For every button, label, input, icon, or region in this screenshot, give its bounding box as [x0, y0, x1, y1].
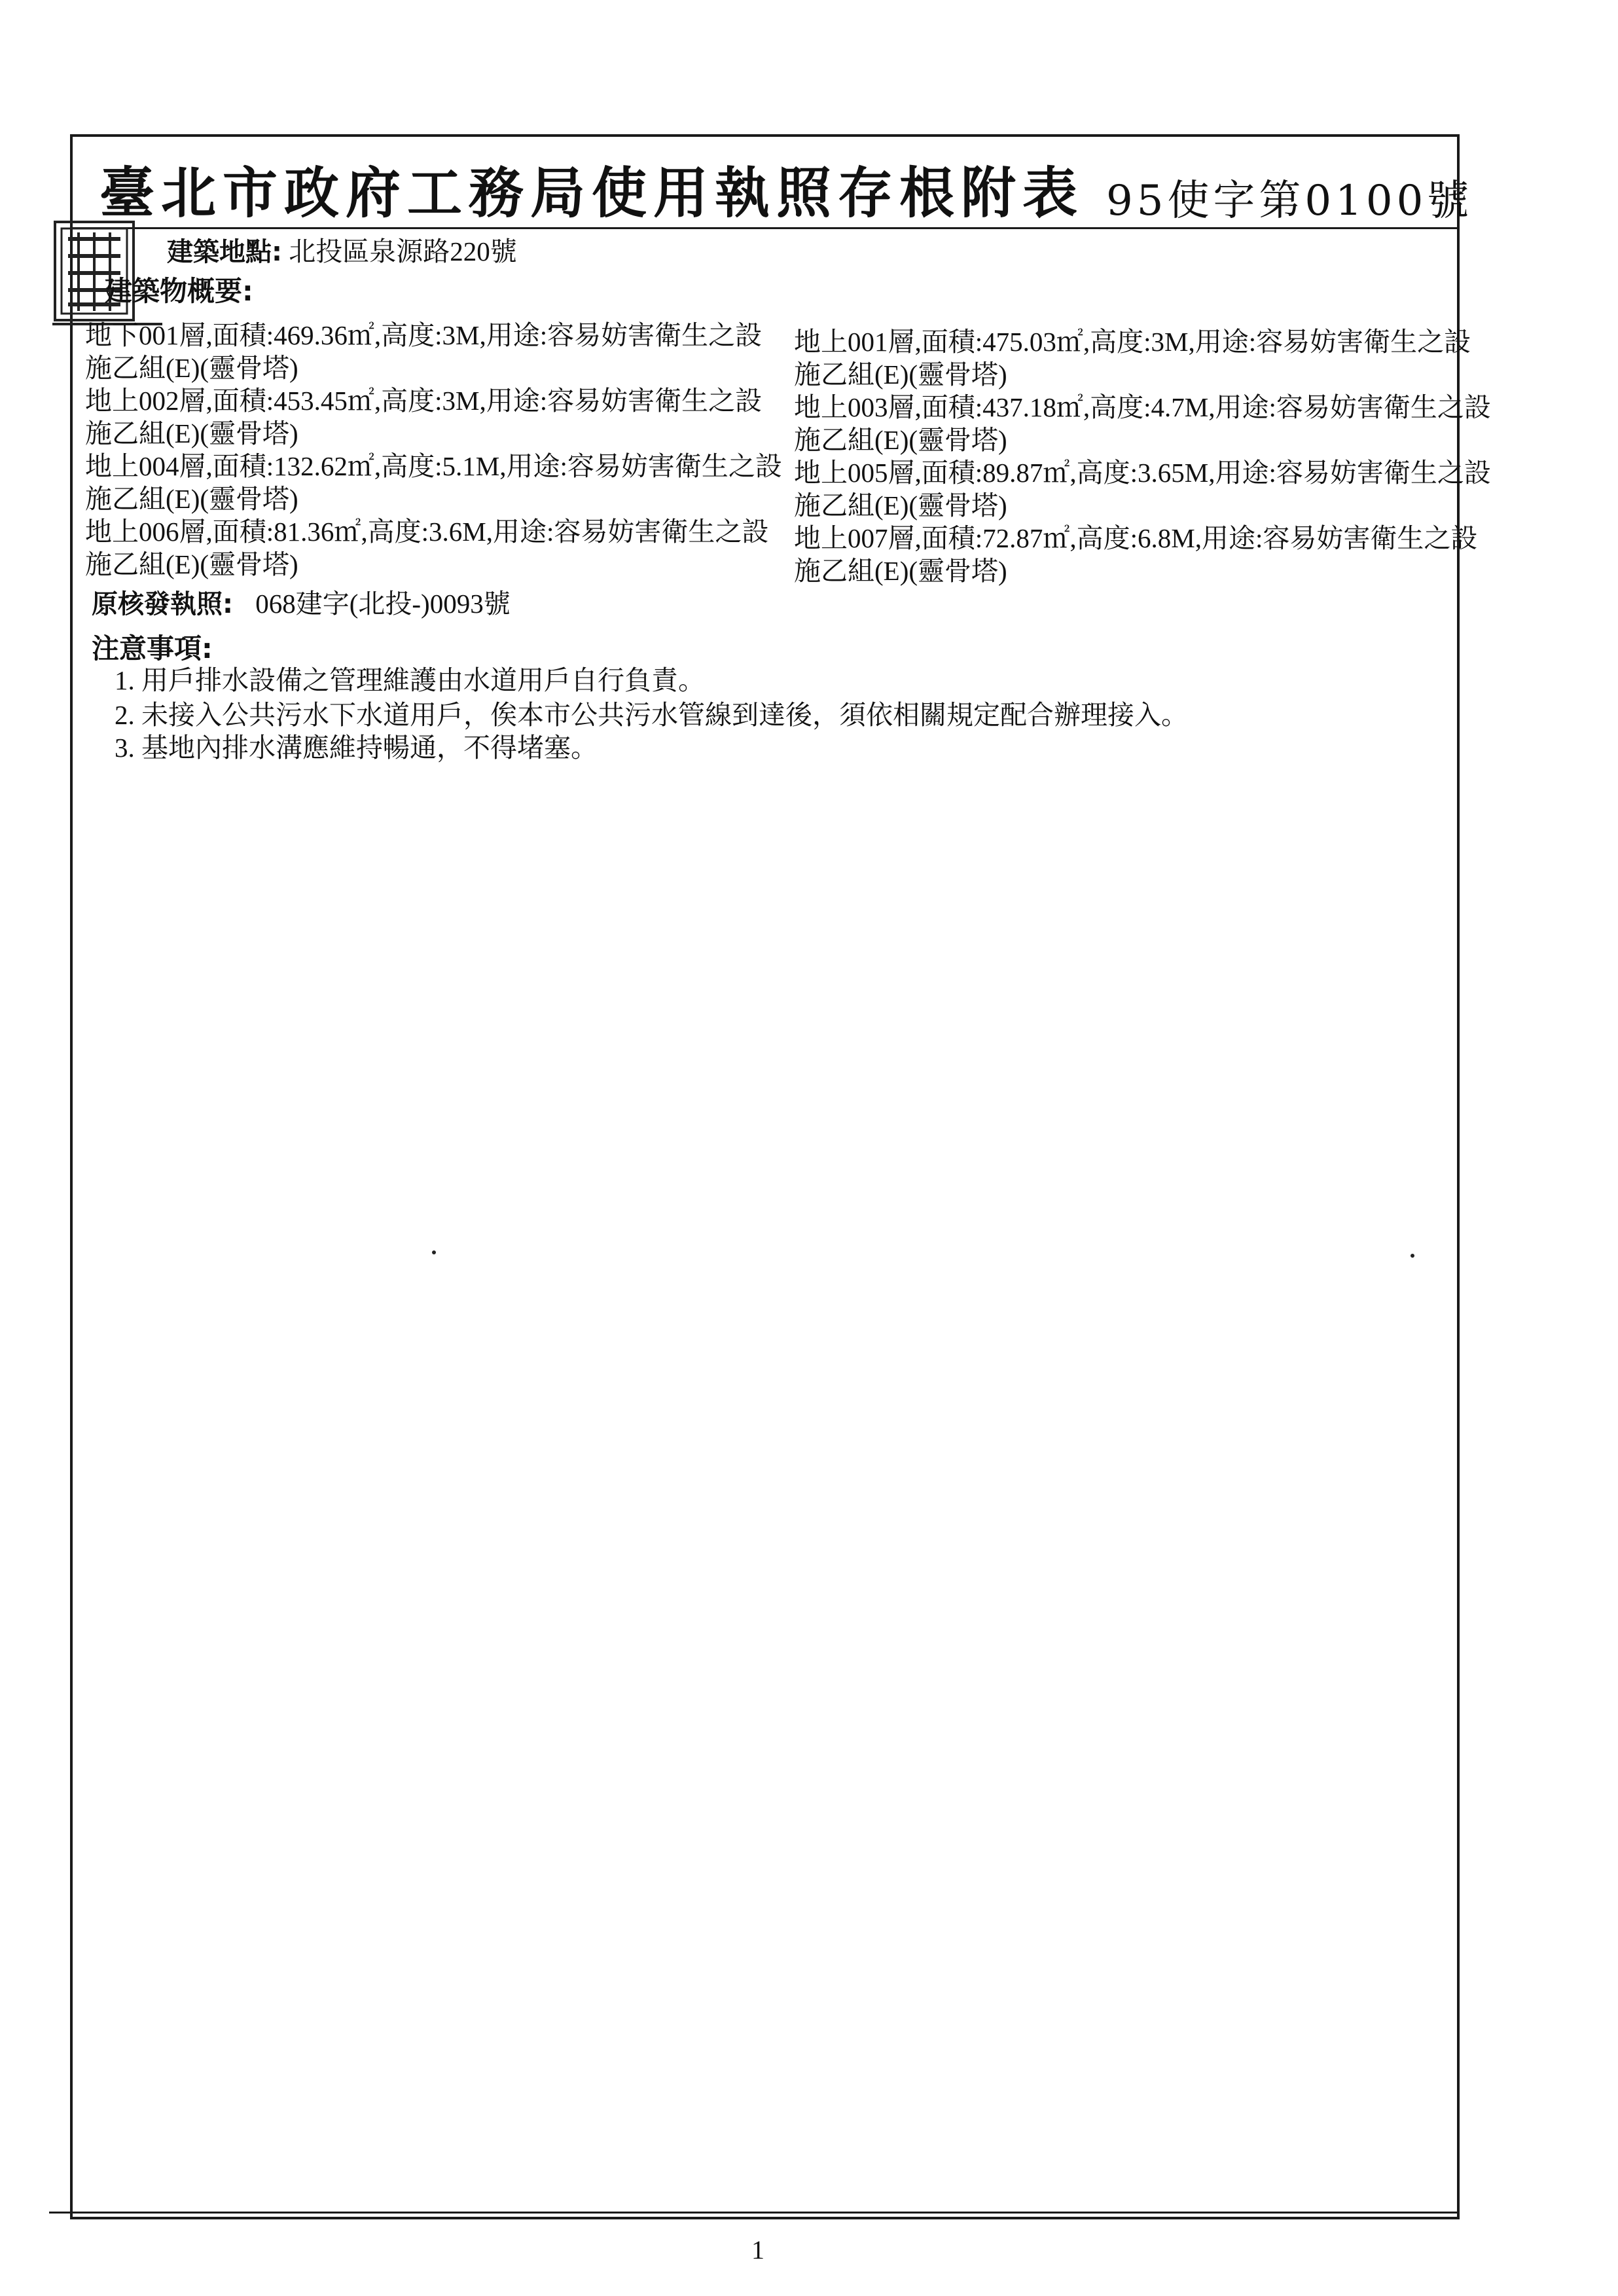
- floor-001-line1: 地上001層,面積:475.03㎡,高度:3M,用途:容易妨害衛生之設: [794, 327, 1471, 357]
- floor-003-line2: 施乙組(E)(靈骨塔): [794, 425, 1007, 455]
- floor-003-line1: 地上003層,面積:437.18㎡,高度:4.7M,用途:容易妨害衛生之設: [794, 392, 1491, 422]
- scan-speck: [1411, 1254, 1414, 1258]
- location-row: [167, 236, 517, 268]
- footer-divider: [49, 2212, 1460, 2214]
- floor-b001-line1: 地下001層,面積:469.36㎡,高度:3M,用途:容易妨害衛生之設: [85, 320, 763, 350]
- note-item-1: 1. 用戶排水設備之管理維護由水道用戶自行負責。: [115, 665, 705, 695]
- scan-speck: [432, 1250, 436, 1254]
- original-permit-label: 原核發執照:: [92, 589, 233, 619]
- original-permit-row: [92, 588, 511, 620]
- original-permit-value: 068建字(北投-)0093號: [255, 589, 511, 619]
- license-number: 95使字第0100號: [1106, 177, 1473, 225]
- floor-005-line2: 施乙組(E)(靈骨塔): [794, 490, 1007, 520]
- floor-004-line1: 地上004層,面積:132.62㎡,高度:5.1M,用途:容易妨害衛生之設: [85, 451, 782, 481]
- floor-006-line2: 施乙組(E)(靈骨塔): [85, 549, 298, 579]
- document-title: 臺北市政府工務局使用執照存根附表: [99, 160, 1085, 225]
- floor-007-line2: 施乙組(E)(靈骨塔): [794, 556, 1007, 586]
- location-value: 北投區泉源路220號: [289, 236, 517, 266]
- floor-005-line1: 地上005層,面積:89.87㎡,高度:3.65M,用途:容易妨害衛生之設: [794, 458, 1491, 488]
- note-item-2: 2. 未接入公共污水下水道用戶，俟本市公共污水管線到達後，須依相關規定配合辦理接入。: [115, 700, 1188, 730]
- floor-b001-line2: 施乙組(E)(靈骨塔): [85, 353, 298, 383]
- floor-001-line2: 施乙組(E)(靈骨塔): [794, 359, 1007, 390]
- notes-label: 注意事項:: [92, 632, 213, 665]
- note-item-3: 3. 基地內排水溝應維持暢通，不得堵塞。: [115, 733, 598, 763]
- floor-007-line1: 地上007層,面積:72.87㎡,高度:6.8M,用途:容易妨害衛生之設: [794, 523, 1478, 553]
- page-number: 1: [751, 2235, 764, 2265]
- overview-label: 建築物概要:: [105, 275, 253, 307]
- floor-002-line2: 施乙組(E)(靈骨塔): [85, 418, 298, 448]
- floor-002-line1: 地上002層,面積:453.45㎡,高度:3M,用途:容易妨害衛生之設: [85, 386, 763, 416]
- floor-004-line2: 施乙組(E)(靈骨塔): [85, 484, 298, 514]
- floor-006-line1: 地上006層,面積:81.36㎡,高度:3.6M,用途:容易妨害衛生之設: [85, 517, 769, 547]
- location-label: 建築地點:: [167, 237, 282, 267]
